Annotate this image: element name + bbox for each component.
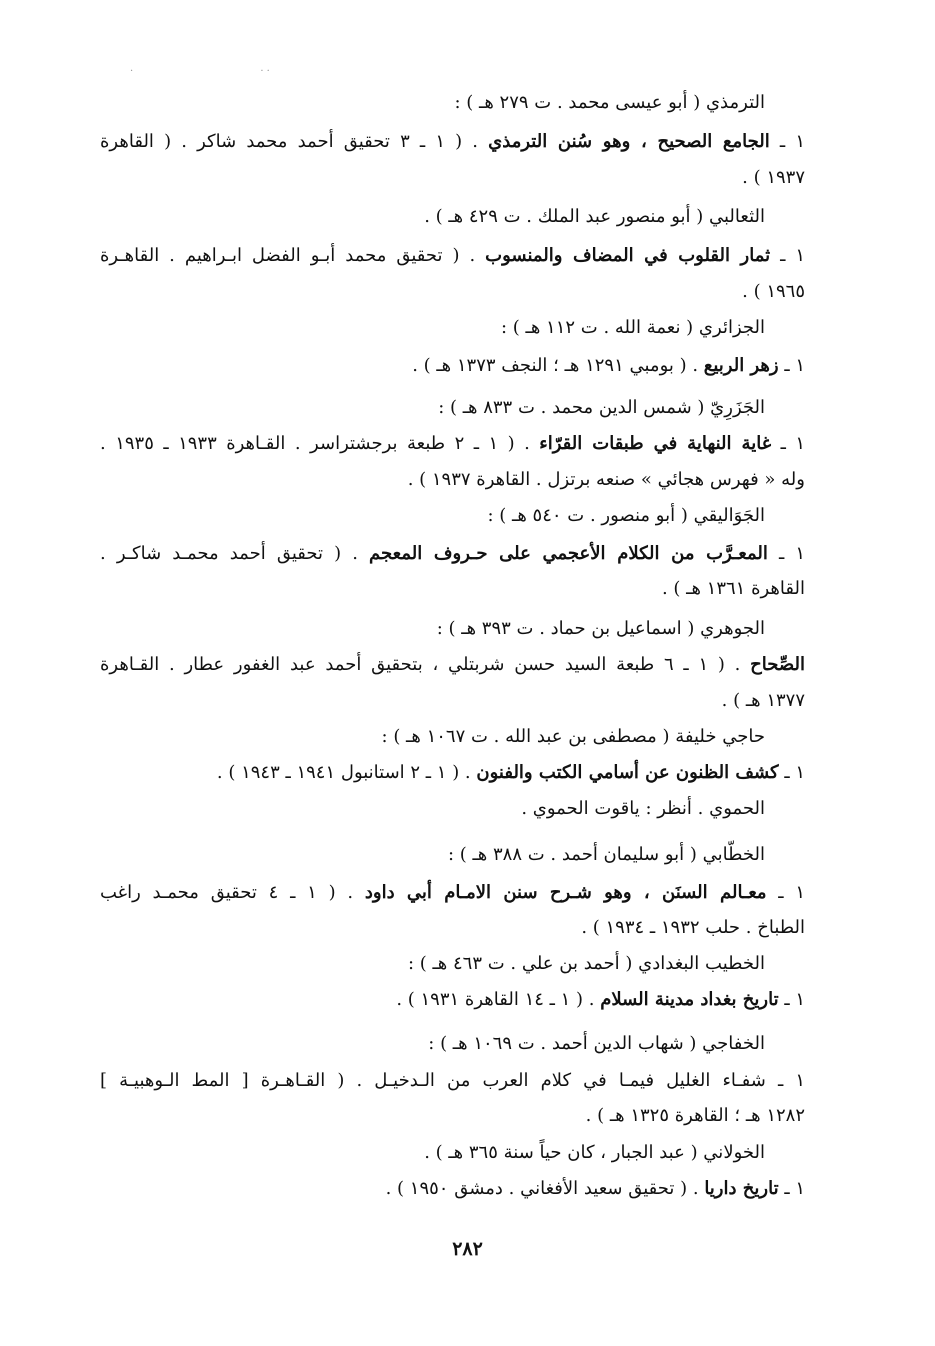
entry-line: ١ ـ غاية النهاية في طبقات القرّاء . ( ١ ـ ٢ طبعة برجشتراسر . القـاهرة ١٩٣٣ ـ ١٩٣٥ . [100,433,805,454]
page-number: ٢٨٢ [452,1238,483,1260]
entry-line: ١ ـ زهر الربيع . ( بومبي ١٢٩١ هـ ؛ النجف ١٣٧٣ هـ ) . [412,355,805,376]
author-heading: حاجي خليفة ( مصطفى بن عبد الله . ت ١٠٦٧ هـ ) : [381,726,765,747]
entry-continuation: ١٣٧٧ هـ ) . [721,690,805,711]
entry-line: ١ ـ معـالم السنَن ، وهو شـرح سنن الامـام أبي داود . ( ١ ـ ٤ تحقيق محمـد راغب [100,882,806,903]
entry-line: ١ ـ تاريخ داريا . ( تحقيق سعيد الأفغاني . دمشق ١٩٥٠ ) . [385,1178,805,1199]
entry-continuation: القاهرة ١٣٦١ هـ ) . [661,578,805,599]
author-heading: الجزائري ( نعمة الله . ت ١١٢ هـ ) : [501,317,765,338]
scan-specks: · · · [130,66,270,77]
entry-line: ١ ـ كشف الظنون عن أسامي الكتب والفنون . ( ١ ـ ٢ استانبول ١٩٤١ ـ ١٩٤٣ ) . [216,762,805,783]
author-heading: الجوهري ( اسماعيل بن حماد . ت ٣٩٣ هـ ) : [436,618,765,639]
entry-line: ١ ـ الجامع الصحيح ، وهو سُنن الترمذي . ( ١ ـ ٣ تحقيق أحمد محمد شاكر . ( القاهرة [100,131,805,152]
entry-line: الصِّحاح . ( ١ ـ ٦ طبعة السيد حسن شربتلي ، بتحقيق أحمد عبد الغفور عطار . القـاهرة [100,654,805,675]
entry-continuation: ١٢٨٢ هـ ؛ القاهرة ١٣٢٥ هـ ) . [585,1105,805,1126]
author-heading: الخطّابي ( أبو سليمان أحمد . ت ٣٨٨ هـ ) : [447,844,765,865]
entry-line: ١ ـ تاريخ بغداد مدينة السلام . ( ١ ـ ١٤ القاهرة ١٩٣١ ) . [396,989,805,1010]
entry-continuation: ١٩٦٥ ) . [742,281,805,302]
entry-continuation: وله « فهرس هجائي » صنعه برتزل . القاهرة ١٩٣٧ ) . [407,469,805,490]
entry-line: ١ ـ ثمار القلوب في المضاف والمنسوب . ( تحقيق محمد أبـو الفضل ابـراهيم . القاهـرة [100,245,805,266]
author-heading: الخولاني ( عبد الجبار ، كان حياً سنة ٣٦٥ هـ ) . [424,1142,765,1163]
entry-line: ١ ـ المعـرَّب من الكلام الأعجمي على حـروف المعجم . ( تحقيق أحمد محمـد شاكـر . [100,543,805,564]
entry-continuation: ١٩٣٧ ) . [742,167,805,188]
author-heading: الترمذي ( أبو عيسى محمد . ت ٢٧٩ هـ ) : [454,92,765,113]
entry-line: ١ ـ شفـاء الغليل فيمـا في كلام العرب من الـدخيـل . ( القـاهـرة [ المط الـوهبيـة ] [100,1070,805,1091]
author-heading: الجَوَاليقي ( أبو منصور . ت ٥٤٠ هـ ) : [487,505,765,526]
author-heading: الثعالبي ( أبو منصور عبد الملك . ت ٤٢٩ هـ ) . [424,206,765,227]
cross-reference: الحموي . أنظر : ياقوت الحموي . [521,798,765,819]
author-heading: الخفاجي ( شهاب الدين أحمد . ت ١٠٦٩ هـ ) : [428,1033,765,1054]
author-heading: الخطيب البغدادي ( أحمد بن علي . ت ٤٦٣ هـ ) : [407,953,765,974]
author-heading: الجَزَرِيّ ( شمس الدين محمد . ت ٨٣٣ هـ ) : [438,397,765,418]
entry-continuation: الطباخ . حلب ١٩٣٢ ـ ١٩٣٤ ) . [581,917,805,938]
